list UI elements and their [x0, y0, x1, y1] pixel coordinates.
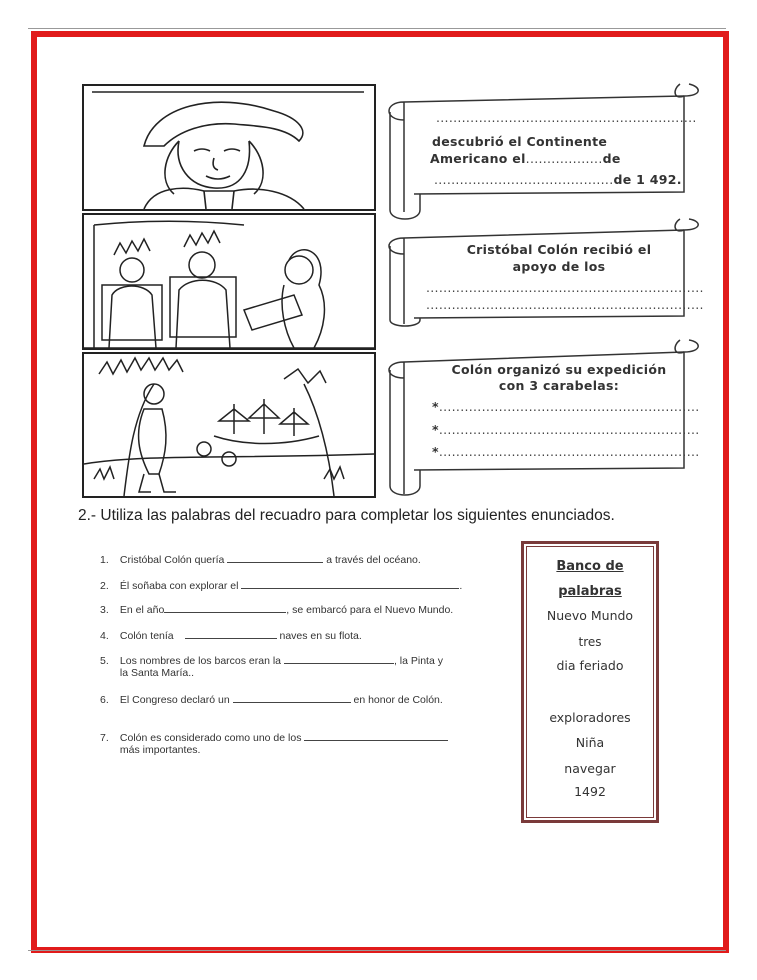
item-5-text-before: Los nombres de los barcos eran la [119, 655, 282, 667]
list-item-5-continued [100, 667, 194, 680]
word-bank-item: tres [578, 635, 602, 649]
item-5-line-2: la Santa María.. [119, 667, 195, 679]
item-5-number: 5. [100, 655, 109, 667]
catholic-monarchs-illustration [82, 213, 376, 350]
item-4-number: 4. [100, 630, 109, 642]
item-1-text-after: a través del océano. [326, 554, 421, 566]
scroll-panel-3 [384, 338, 702, 498]
item-6-number: 6. [100, 694, 109, 706]
item-2-text-before: Él soñaba con explorar el [119, 580, 239, 592]
word-bank-item: Nuevo Mundo [546, 608, 634, 623]
item-4-text-after: naves en su flota. [279, 630, 362, 642]
scroll3-bullet-1 [432, 399, 700, 414]
item-6-text-before: El Congreso declaró un [119, 694, 230, 706]
item-1-blank[interactable] [227, 553, 323, 563]
item-4-blank[interactable] [185, 629, 277, 639]
list-item-7-continued [100, 744, 200, 757]
columbus-portrait-illustration [82, 84, 376, 211]
scroll2-line-1: Cristóbal Colón recibió el [466, 242, 652, 257]
item-5-text-after: , la Pinta y [393, 655, 443, 667]
scroll3-bullet-2-star: * [432, 422, 439, 437]
scroll3-bullet-1-star: * [432, 399, 439, 414]
scroll2-dotted-line-1: ................................................................. [426, 280, 704, 295]
scroll2-dotted-line-2: ................................................................. [426, 297, 704, 312]
scroll3-bullet-3-dots: ............................................................. [438, 444, 700, 459]
scroll3-line-2: con 3 carabelas: [498, 378, 620, 393]
bottom-rule [28, 950, 726, 951]
word-bank-item: Niña [575, 735, 605, 750]
item-3-text-before: En el año [119, 604, 165, 616]
item-2-blank[interactable] [241, 579, 459, 589]
section-heading: 2.- Utiliza las palabras del recuadro para completar los siguientes enunciados. [78, 507, 615, 524]
scroll1-line3-suffix: de 1 492. [613, 172, 682, 187]
item-1-text-before: Cristóbal Colón quería [119, 554, 225, 566]
item-5-blank[interactable] [284, 654, 394, 664]
scroll1-line-1: descubrió el Continente [432, 134, 608, 149]
item-1-number: 1. [100, 554, 109, 566]
scroll3-bullet-2-dots: ............................................................. [438, 422, 700, 437]
word-bank-item: dia feriado [556, 658, 624, 673]
scroll1-dotted-line-1: ............................................................. [436, 110, 697, 125]
item-4-text-before: Colón tenía [119, 630, 174, 642]
list-item-7 [100, 731, 448, 745]
columbus-caravels-illustration [82, 352, 376, 498]
item-7-line-2: más importantes. [119, 744, 201, 756]
scroll3-bullet-1-dots: ............................................................. [438, 399, 700, 414]
item-7-text-before: Colón es considerado como uno de los [119, 732, 302, 744]
item-6-text-after: en honor de Colón. [353, 694, 443, 706]
scroll1-line-2 [430, 151, 621, 166]
item-6-blank[interactable] [233, 693, 351, 703]
word-bank-item: navegar [564, 761, 616, 776]
item-2-number: 2. [100, 580, 109, 592]
top-rule [28, 28, 726, 29]
item-7-number: 7. [100, 732, 109, 744]
item-3-blank[interactable] [164, 603, 286, 613]
scroll1-line-3 [434, 172, 682, 187]
scroll-panel-1 [384, 82, 702, 222]
list-item-2 [100, 579, 462, 593]
scroll3-line-1: Colón organizó su expedición [451, 362, 667, 377]
scroll1-line2-prefix: Americano el [430, 151, 526, 166]
word-bank-item: exploradores [549, 710, 631, 725]
scroll3-bullet-3-star: * [432, 444, 439, 459]
scroll1-line3-dots: .......................................... [434, 172, 614, 187]
scroll3-bullet-3 [432, 444, 700, 459]
item-3-text-after: , se embarcó para el Nuevo Mundo. [286, 604, 454, 616]
item-2-text-after: . [459, 580, 463, 592]
scroll3-bullet-2 [432, 422, 700, 437]
word-bank [521, 541, 659, 823]
list-item-4 [100, 629, 362, 643]
list-item-5 [100, 654, 443, 668]
item-3-number: 3. [100, 604, 109, 616]
list-item-1 [100, 553, 421, 567]
scroll1-line2-dots: .................. [525, 151, 603, 166]
item-7-blank[interactable] [304, 731, 448, 741]
list-item-3 [100, 603, 453, 617]
word-bank-title-line-1: Banco de [556, 559, 624, 574]
scroll1-line2-suffix: de [602, 151, 621, 166]
word-bank-item: 1492 [574, 784, 606, 799]
scroll2-line-2: apoyo de los [512, 259, 606, 274]
list-item-6 [100, 693, 443, 707]
word-bank-title-line-2: palabras [558, 584, 622, 599]
scroll-panel-2 [384, 218, 702, 328]
